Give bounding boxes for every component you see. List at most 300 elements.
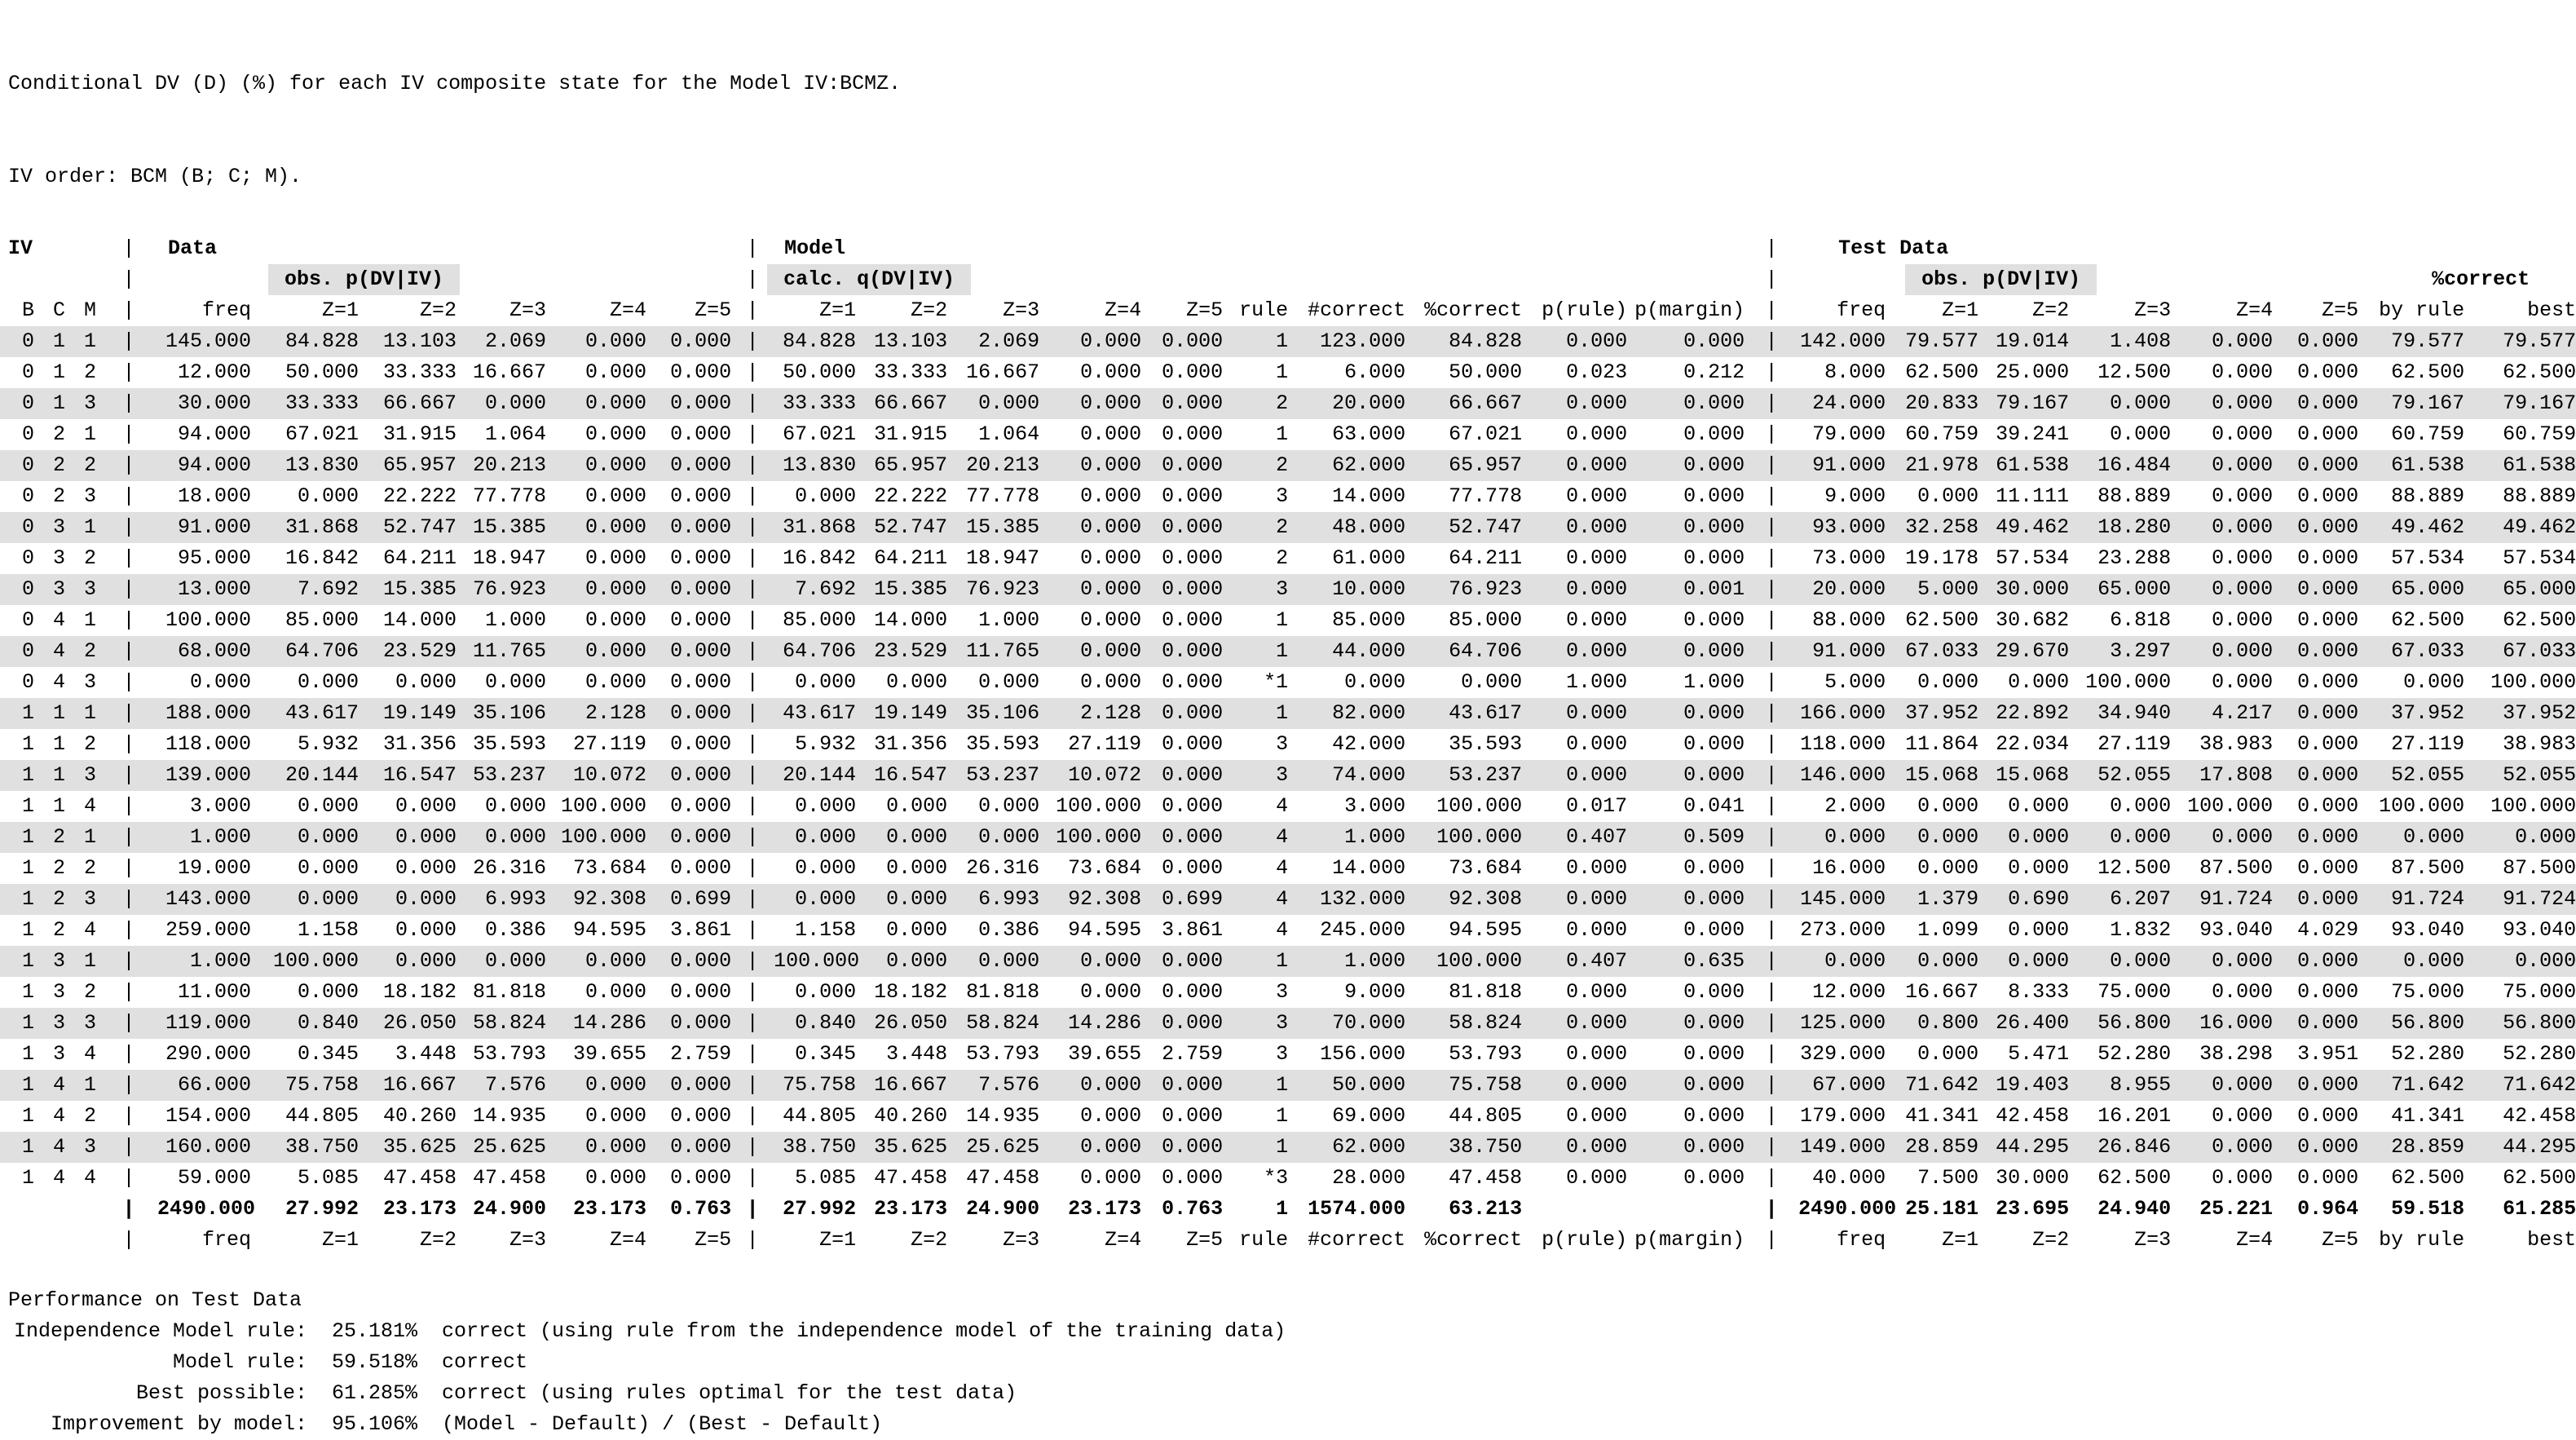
iv-state-cell: 1 [84,608,97,632]
value-cell: 60.759 [2503,422,2576,446]
value-cell: 100.000 [774,949,860,973]
value-cell: 25.625 [966,1135,1040,1159]
column-divider: | [1765,701,1778,725]
iv-state-cell [0,1194,38,1225]
value-cell: 31.915 [383,422,457,446]
value-cell: 79.577 [1905,329,1979,353]
iv-state-cell: 0 [21,670,34,694]
value-cell: 0.000 [1824,825,1886,849]
value-cell: 17.808 [2199,763,2274,787]
iv-state-cell: 1 [84,825,97,849]
performance-line-label: Improvement by model: [50,1412,307,1436]
column-divider: | [1765,670,1778,694]
value-cell: 3.861 [670,918,732,942]
value-cell: 156.000 [1320,1042,1406,1066]
value-cell: 0.000 [1566,546,1628,570]
value-cell: 24.940 [2097,1197,2172,1221]
value-cell: 64.706 [783,639,857,663]
value-cell: 18.947 [473,546,547,570]
value-cell: 79.167 [2503,391,2576,415]
value-cell: 94.595 [1449,918,1523,942]
value-cell: 188.000 [165,701,252,725]
iv-state-cell: 0 [21,453,34,477]
value-cell: 0.964 [2297,1197,2359,1221]
value-cell: Z=3 [509,1228,547,1252]
value-cell: p(margin) [1634,1228,1745,1252]
value-cell: 11.111 [1996,484,2070,508]
value-cell: 13.830 [285,453,359,477]
value-cell: 53.793 [473,1042,547,1066]
value-cell: 0.000 [1683,484,1745,508]
value-cell: 16.547 [383,763,457,787]
iv-state-cell: 0 [21,360,34,384]
value-cell: 0.000 [2110,422,2172,446]
value-cell: 0.000 [2297,1135,2359,1159]
value-cell: 61.538 [2503,453,2576,477]
value-cell: 43.617 [783,701,857,725]
table-row [0,388,2576,419]
value-cell: 93.000 [1812,515,1886,539]
value-cell: Z=1 [322,298,359,322]
value-cell: 61.000 [1332,546,1406,570]
value-cell: 0.000 [1566,701,1628,725]
value-cell: 39.655 [573,1042,647,1066]
value-cell: 0.000 [585,608,647,632]
iv-state-cell: 4 [52,1166,65,1190]
performance-line-note: correct (using rule from the independence model of the training data) [442,1319,1286,1343]
value-cell: 0.699 [670,887,732,911]
value-cell: 0.386 [978,918,1040,942]
value-cell: 2.128 [1080,701,1142,725]
value-cell: Z=3 [1003,298,1040,322]
value-cell: 91.000 [178,515,252,539]
value-cell: 0.000 [795,794,857,818]
column-divider: | [746,1228,759,1252]
column-divider: | [746,546,759,570]
value-cell: 57.534 [1996,546,2070,570]
value-cell: 0.000 [670,794,732,818]
value-cell: 0.000 [585,391,647,415]
value-cell: 12.000 [1812,980,1886,1004]
iv-state-cell: 1 [21,1166,34,1190]
value-cell: 0.000 [670,1104,732,1128]
column-divider: | [122,701,135,725]
iv-state-cell: 1 [52,794,65,818]
value-cell: 259.000 [165,918,252,942]
value-cell: Z=2 [911,298,948,322]
value-cell: 47.458 [383,1166,457,1190]
column-divider: | [122,1166,135,1190]
value-cell: 0.000 [2297,577,2359,601]
iv-state-cell: 2 [52,918,65,942]
iv-state-cell: 1 [21,794,34,818]
iv-state-cell: 3 [84,391,97,415]
value-cell: 14.286 [1068,1011,1142,1035]
iv-state-cell: 3 [52,577,65,601]
table-row [0,543,2576,574]
value-cell: 5.085 [795,1166,857,1190]
value-cell: 16.201 [2097,1104,2172,1128]
column-divider: | [746,267,759,291]
performance-line-4 [8,1409,2576,1440]
value-cell: 15.385 [966,515,1040,539]
column-divider: | [746,329,759,353]
table-row [0,698,2576,729]
value-cell: 22.034 [1996,732,2070,756]
table-row [0,1008,2576,1039]
value-cell: %correct [1424,298,1523,322]
value-cell: 62.000 [1332,453,1406,477]
value-cell: 0.000 [1566,856,1628,880]
value-cell: 26.400 [1996,1011,2070,1035]
column-divider: | [122,546,135,570]
iv-state-cell: 4 [52,608,65,632]
value-cell: 4.029 [2297,918,2359,942]
value-cell: Z=2 [420,1228,457,1252]
value-cell: 20.833 [1905,391,1979,415]
value-cell: 8.000 [1824,360,1886,384]
value-cell: 47.458 [874,1166,948,1190]
iv-state-cell: 4 [52,639,65,663]
value-cell: 0.000 [2297,856,2359,880]
value-cell: 0.000 [395,918,457,942]
value-cell: 1 [1276,608,1289,632]
value-cell: 0.000 [670,1166,732,1190]
iv-state-cell: 3 [52,515,65,539]
value-cell: 84.828 [285,329,359,353]
obs-p-dv-iv-label: obs. p(DV|IV) [268,264,460,295]
performance-line-note: correct [442,1350,528,1374]
value-cell: 0.000 [1683,732,1745,756]
value-cell: 13.103 [874,329,948,353]
value-cell: 94.000 [178,453,252,477]
value-cell: 30.682 [1996,608,2070,632]
value-cell: 1.000 [485,608,547,632]
value-cell: 75.000 [2503,980,2576,1004]
value-cell: 1.000 [1344,825,1406,849]
value-cell: 73.000 [1812,546,1886,570]
value-cell: 0.000 [2008,918,2070,942]
iv-state-cell: 1 [21,1042,34,1066]
value-cell: 19.014 [1996,329,2070,353]
iv-state-cell: 0 [21,515,34,539]
iv-state-cell: 3 [84,763,97,787]
value-cell: Z=5 [1186,1228,1224,1252]
value-cell: 0.000 [2212,1073,2274,1097]
iv-state-cell: 3 [52,980,65,1004]
value-cell: 2.069 [485,329,547,353]
value-cell: 0.000 [1566,453,1628,477]
value-cell: Z=5 [1186,298,1224,322]
value-cell: 0.000 [2212,546,2274,570]
value-cell: 50.000 [285,360,359,384]
value-cell: 73.684 [573,856,647,880]
value-cell: 0.000 [1162,825,1224,849]
value-cell: 14.000 [1332,856,1406,880]
value-cell: 2 [1276,453,1289,477]
value-cell: 0.000 [395,825,457,849]
value-cell: 52.747 [1449,515,1523,539]
value-cell: 15.385 [874,577,948,601]
value-cell: 15.385 [473,515,547,539]
value-cell: 53.237 [1449,763,1523,787]
value-cell: 0.000 [670,329,732,353]
value-cell: 67.021 [1449,422,1523,446]
iv-state-cell: 1 [84,1073,97,1097]
value-cell: 14.286 [573,1011,647,1035]
value-cell: 0.000 [1683,1011,1745,1035]
value-cell: 7.576 [485,1073,547,1097]
value-cell: 93.040 [2503,918,2576,942]
value-cell: 290.000 [165,1042,252,1066]
value-cell: 118.000 [1800,732,1886,756]
value-cell: 0.000 [1162,360,1224,384]
value-cell: freq [1837,298,1886,322]
value-cell: 0.000 [2212,980,2274,1004]
table-cell [0,264,100,295]
value-cell: 0.000 [1080,515,1142,539]
value-cell: 0.000 [2297,484,2359,508]
value-cell: 0.000 [2297,546,2359,570]
performance-line-3 [8,1378,2576,1409]
value-cell: 0.000 [2008,856,2070,880]
value-cell: 166.000 [1800,701,1886,725]
column-divider: | [746,887,759,911]
value-cell: Z=5 [695,298,732,322]
value-cell: 31.915 [874,422,948,446]
value-cell: 0.000 [2212,639,2274,663]
value-cell: 38.983 [2503,732,2576,756]
value-cell: 0.000 [1080,329,1142,353]
value-cell: 0.000 [1566,422,1628,446]
iv-state-cell: 3 [84,577,97,601]
value-cell: 20.213 [473,453,547,477]
value-cell: 0.000 [2297,670,2359,694]
iv-state-cell: 0 [21,608,34,632]
value-cell: 0.000 [2110,825,2172,849]
value-cell: 22.892 [1996,701,2070,725]
performance-line-note: correct (using rules optimal for the test data) [442,1381,1017,1405]
value-cell: 0.000 [1080,391,1142,415]
test-percent-correct-label: %correct [2432,267,2530,291]
performance-line-1 [8,1316,2576,1347]
value-cell: 0.000 [1162,701,1224,725]
value-cell: 61.538 [1996,453,2070,477]
iv-state-cell [38,1194,69,1225]
column-divider: | [746,639,759,663]
value-cell: 0.000 [1080,422,1142,446]
value-cell: 25.181 [1905,1197,1979,1221]
value-cell: 7.692 [298,577,359,601]
value-cell: 0.000 [1080,608,1142,632]
column-divider: | [122,980,135,1004]
iv-state-cell: 0 [21,639,34,663]
value-cell: 73.684 [1068,856,1142,880]
column-divider: | [1765,360,1778,384]
value-cell: 0.000 [585,484,647,508]
value-cell: 35.625 [874,1135,948,1159]
value-cell: 0.000 [795,887,857,911]
value-cell: 77.778 [1449,484,1523,508]
value-cell: 61.285 [2503,1197,2576,1221]
column-divider: | [1765,236,1778,260]
value-cell: 0.000 [2403,670,2465,694]
column-divider: | [1765,608,1778,632]
value-cell: %correct [1424,1228,1523,1252]
value-cell: 0.000 [2212,360,2274,384]
value-cell: 0.000 [670,856,732,880]
value-cell: 0.000 [2212,1166,2274,1190]
value-cell: 2 [1276,546,1289,570]
value-cell: Z=3 [509,298,547,322]
column-divider: | [122,1197,135,1221]
value-cell: 85.000 [1449,608,1523,632]
value-cell: 0.000 [795,825,857,849]
value-cell: 60.759 [2391,422,2465,446]
value-cell: 28.859 [2391,1135,2465,1159]
value-cell: 24.900 [473,1197,547,1221]
iv-state-cell: 1 [21,825,34,849]
model-subheader [774,264,1745,295]
value-cell: 0.000 [1344,670,1406,694]
value-cell: 62.500 [1905,608,1979,632]
value-cell: 1.379 [1917,887,1979,911]
value-cell: 25.000 [1996,360,2070,384]
value-cell: 52.747 [383,515,457,539]
value-cell: 62.500 [1905,360,1979,384]
value-cell: 1 [1276,949,1289,973]
value-cell: 44.000 [1332,639,1406,663]
value-cell: 6.000 [1344,360,1406,384]
performance-line-note: (Model - Default) / (Best - Default) [442,1412,883,1436]
column-divider: | [122,360,135,384]
iv-state-cell: 1 [21,918,34,942]
value-cell: 84.828 [1449,329,1523,353]
value-cell: 3.297 [2110,639,2172,663]
value-cell: 0.000 [1162,1104,1224,1128]
value-cell: 1.000 [978,608,1040,632]
iv-state-cell: 3 [52,546,65,570]
value-cell: 30.000 [1996,577,2070,601]
value-cell: 0.000 [1162,1135,1224,1159]
value-cell: 0.000 [1162,980,1224,1004]
value-cell: best [2527,298,2576,322]
value-cell: 27.119 [2097,732,2172,756]
value-cell: 3 [1276,1042,1289,1066]
value-cell: 12.500 [2097,360,2172,384]
iv-state-cell: 1 [21,887,34,911]
value-cell: 16.547 [874,763,948,787]
value-cell: 0.000 [1566,1135,1628,1159]
value-cell: 0.000 [190,670,252,694]
value-cell: 0.000 [670,515,732,539]
column-divider: | [746,1166,759,1190]
column-divider: | [122,1042,135,1066]
value-cell: 16.000 [2199,1011,2274,1035]
value-cell: 0.000 [1080,1104,1142,1128]
value-cell: Z=1 [819,298,857,322]
value-cell: 47.458 [473,1166,547,1190]
value-cell: 20.213 [966,453,1040,477]
value-cell: 0.000 [2297,391,2359,415]
value-cell: 61.538 [2391,453,2465,477]
value-cell: 76.923 [966,577,1040,601]
iv-state-cell: 3 [84,1011,97,1035]
value-cell: 0.000 [2110,391,2172,415]
value-cell: 43.617 [285,701,359,725]
value-cell: 0.000 [1162,453,1224,477]
value-cell: Z=4 [610,1228,647,1252]
value-cell: 0.000 [585,1104,647,1128]
value-cell: 18.182 [383,980,457,1004]
value-cell: 53.793 [966,1042,1040,1066]
value-cell: 66.667 [383,391,457,415]
value-cell: 37.952 [2391,701,2465,725]
value-cell: 0.000 [670,732,732,756]
value-cell: 0.000 [1566,1042,1628,1066]
value-cell: 49.462 [2391,515,2465,539]
value-cell: 26.316 [473,856,547,880]
value-cell: 0.000 [2297,360,2359,384]
column-divider: | [746,298,759,322]
value-cell: 3 [1276,980,1289,1004]
value-cell: 0.000 [2403,949,2465,973]
value-cell: 71.642 [2391,1073,2465,1097]
column-divider: | [122,732,135,756]
value-cell: 329.000 [1800,1042,1886,1066]
table-row [0,481,2576,512]
value-cell: 0.000 [2212,577,2274,601]
value-cell: 100.000 [2490,670,2576,694]
value-cell: 0.000 [1162,1073,1224,1097]
results-table [0,233,2576,1256]
column-divider: | [1765,1135,1778,1159]
value-cell: 59.000 [178,1166,252,1190]
iv-state-cell: 4 [52,1135,65,1159]
table-row [0,1070,2576,1101]
table-row [0,884,2576,915]
value-cell: 3 [1276,763,1289,787]
iv-state-cell: 1 [52,701,65,725]
value-cell: 0.000 [1683,701,1745,725]
column-divider: | [746,453,759,477]
value-cell: 84.828 [783,329,857,353]
value-cell: 1 [1276,1104,1289,1128]
column-divider: | [746,608,759,632]
value-cell: 0.000 [1566,1166,1628,1190]
value-cell: 245.000 [1320,918,1406,942]
value-cell: 62.500 [2503,608,2576,632]
iv-state-cell: 0 [21,391,34,415]
iv-state-cell: 1 [84,515,97,539]
value-cell: 22.222 [383,484,457,508]
column-divider: | [122,608,135,632]
value-cell: 179.000 [1800,1104,1886,1128]
value-cell: 62.500 [2391,1166,2465,1190]
column-divider: | [122,670,135,694]
value-cell: 4 [1276,856,1289,880]
value-cell: 0.000 [485,391,547,415]
value-cell: 50.000 [1449,360,1523,384]
value-cell: 0.000 [298,887,359,911]
value-cell: 0.000 [1566,515,1628,539]
title-line-2: IV order: BCM (B; C; M). [8,165,302,188]
value-cell: 0.000 [2212,1135,2274,1159]
column-divider: | [746,422,759,446]
value-cell: 2.128 [585,701,647,725]
iv-state-cell: 0 [21,422,34,446]
iv-state-cell: 3 [52,949,65,973]
